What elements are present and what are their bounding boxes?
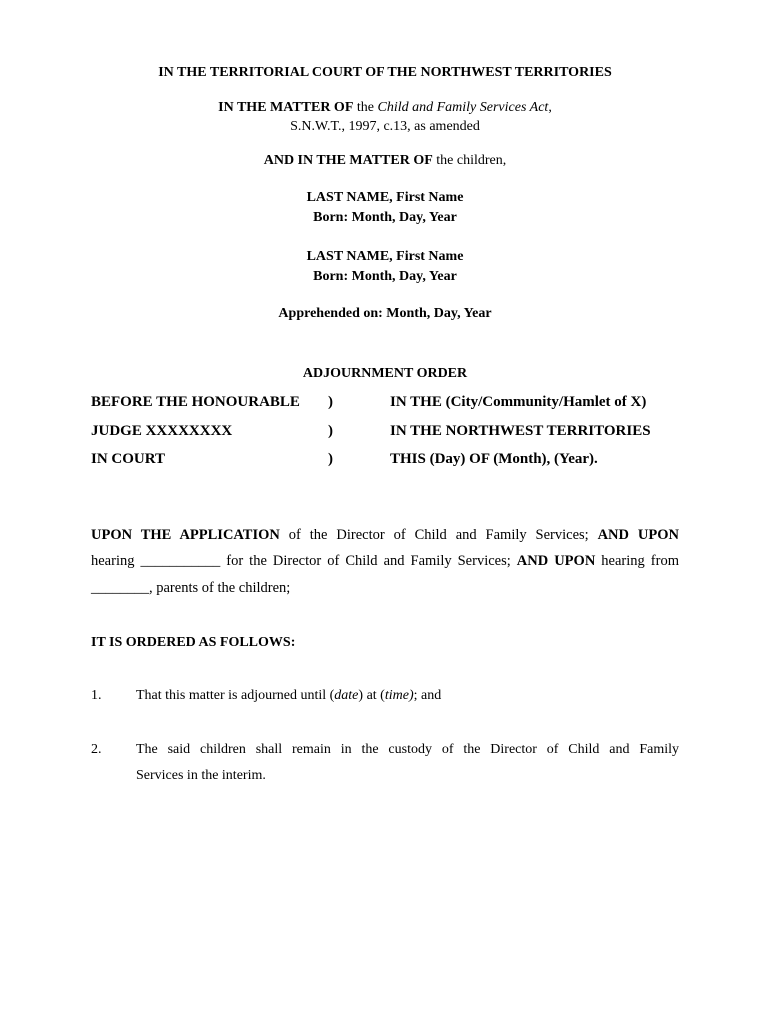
matter-prefix: IN THE MATTER OF	[218, 100, 354, 115]
application-line-2	[91, 553, 679, 570]
caption-paren-2: )	[328, 423, 333, 439]
item-1-date: date	[334, 688, 359, 703]
item-2-number: 2.	[91, 742, 102, 757]
order-title: ADJOURNMENT ORDER	[302, 366, 468, 381]
item-1-number: 1.	[91, 688, 102, 703]
item-1-time: time)	[384, 688, 414, 703]
caption-paren-3: )	[328, 451, 333, 467]
child2-born: Born: Month, Day, Year	[313, 269, 457, 284]
caption-right-3: THIS (Day) OF (Month), (Year).	[390, 451, 598, 467]
matter-act-line	[0, 100, 770, 116]
matter-children-prefix: AND IN THE MATTER OF	[263, 153, 433, 168]
child1-born: Born: Month, Day, Year	[313, 210, 457, 225]
item-2-line-1: The said children shall remain in the custody of the Director of Child and Family	[136, 742, 679, 757]
child1-name: LAST NAME, First Name	[306, 190, 464, 205]
act-name: Child and Family Services Act	[377, 100, 549, 115]
matter-children-line	[0, 153, 770, 169]
ordered-heading: IT IS ORDERED AS FOLLOWS:	[91, 635, 296, 650]
application-line-3: ________, parents of the children;	[91, 580, 291, 596]
caption-left-1: BEFORE THE HONOURABLE	[91, 394, 300, 410]
court-title: IN THE TERRITORIAL COURT OF THE NORTHWEST TERRITORIES	[158, 65, 612, 80]
application-text-3: hearing from	[595, 553, 679, 569]
application-text-1: of the Director of Child and Family Services;	[279, 527, 598, 543]
caption-left-3: IN COURT	[91, 451, 166, 467]
act-comma: ,	[548, 100, 552, 115]
statute-citation: S.N.W.T., 1997, c.13, as amended	[290, 119, 480, 134]
caption-right-2: IN THE NORTHWEST TERRITORIES	[390, 423, 651, 439]
item-1-text-a: That this matter is adjourned until (	[136, 688, 335, 703]
item-1-text-c: ; and	[413, 688, 442, 703]
item-1-text-b: ) at (	[358, 688, 385, 703]
application-line-1	[91, 527, 679, 544]
matter-children-rest: the children,	[436, 153, 507, 168]
item-2-line-2: Services in the interim.	[136, 768, 266, 783]
caption-paren-1: )	[328, 394, 333, 410]
and-upon-1: AND UPON	[597, 527, 679, 543]
matter-the: the	[356, 100, 374, 115]
caption-right-1: IN THE (City/Community/Hamlet of X)	[390, 394, 647, 410]
and-upon-2: AND UPON	[516, 553, 596, 569]
item-1-text	[136, 688, 441, 704]
caption-left-2: JUDGE XXXXXXXX	[91, 423, 233, 439]
upon-application: UPON THE APPLICATION	[91, 527, 280, 543]
apprehended-date: Apprehended on: Month, Day, Year	[278, 306, 492, 321]
application-text-2: hearing ___________ for the Director of Child and Family Services;	[91, 553, 517, 569]
child2-name: LAST NAME, First Name	[306, 249, 464, 264]
